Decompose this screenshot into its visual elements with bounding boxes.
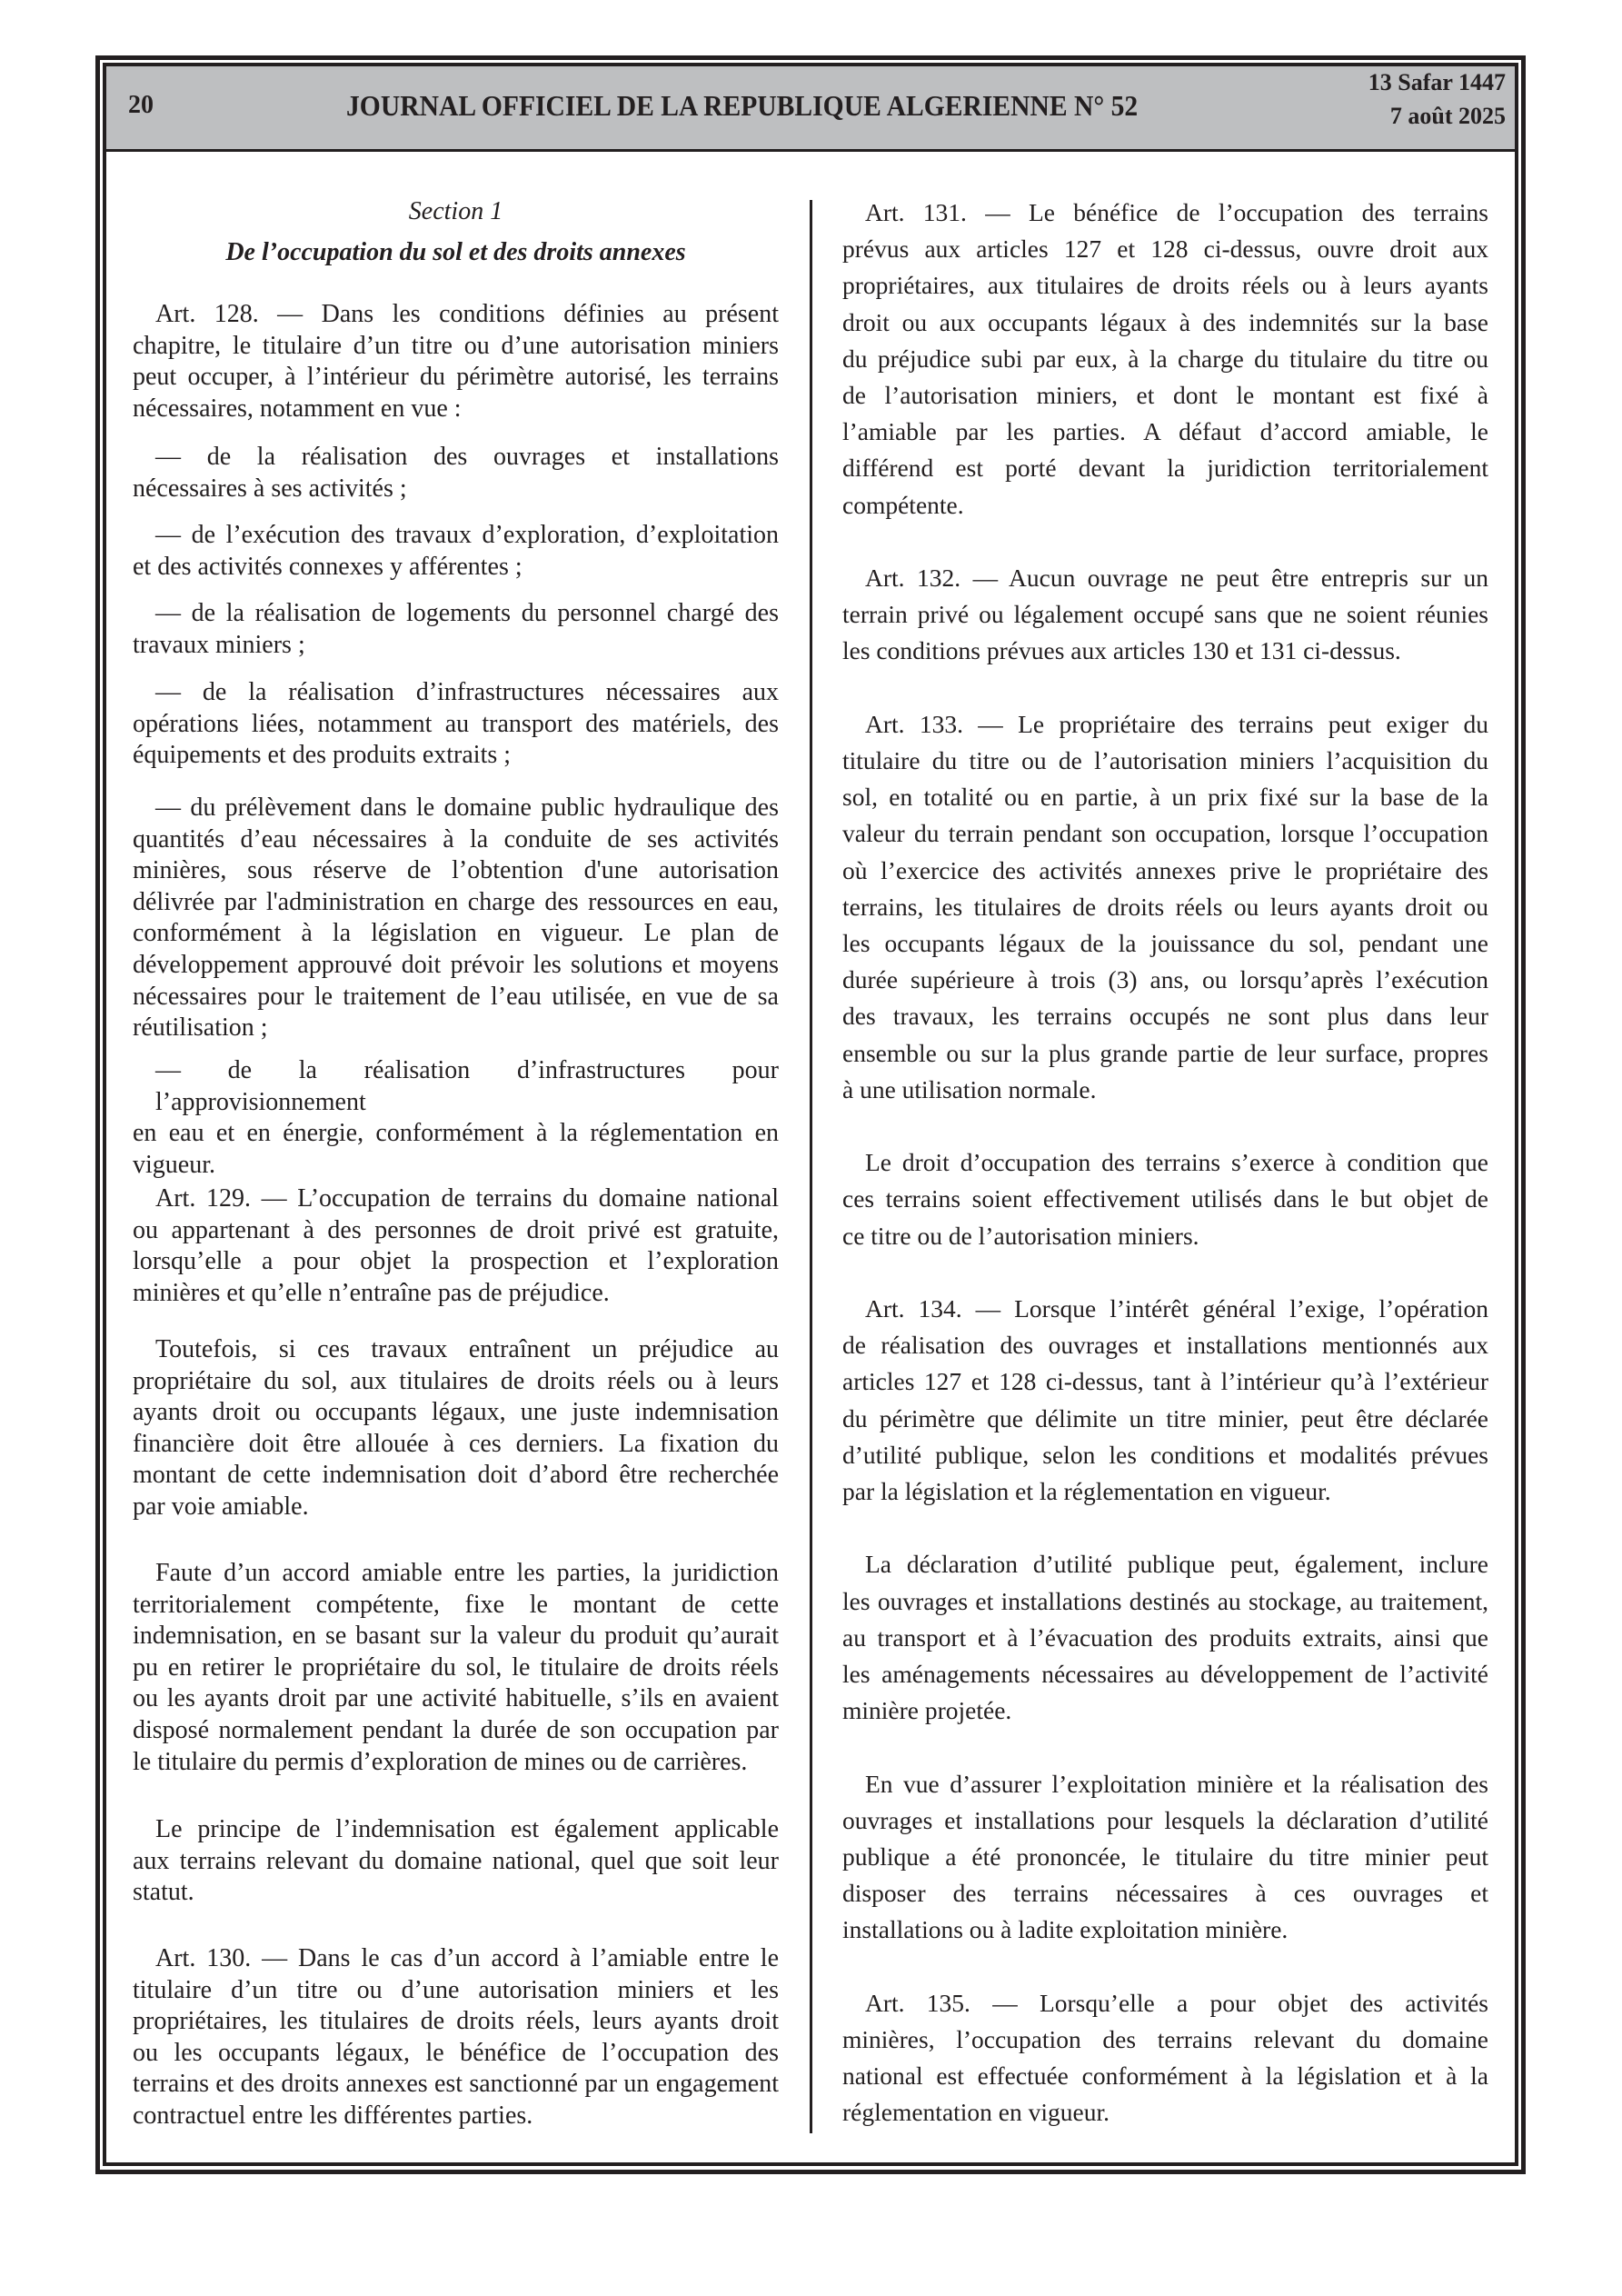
text-line: Le principe de l’indemnisation est également applicable <box>155 1815 779 1843</box>
text-line: différend est porté devant la juridiction territorialement <box>842 454 1488 483</box>
text-line: compétente. <box>842 490 964 519</box>
text-line: minières, l’occupation des terrains relevant du domaine <box>842 2025 1488 2054</box>
text-line: Le droit d’occupation des terrains s’exerce à condition que <box>865 1148 1488 1177</box>
article-131-paragraph <box>842 195 1488 524</box>
article-128-item-housing <box>133 598 779 661</box>
text-line: les conditions prévues aux articles 130 et 131 ci-dessus. <box>842 636 1401 665</box>
text-line: les ouvrages et installations destinés au stockage, au traitement, <box>842 1586 1488 1615</box>
text-line: — de la réalisation de logements du personnel chargé des <box>155 599 779 627</box>
text-line: — du prélèvement dans le domaine public hydraulique des <box>155 794 779 822</box>
text-line: à une utilisation normale. <box>842 1074 1097 1103</box>
text-line: propriétaire du sol, aux titulaires de droits réels ou à leurs <box>133 1366 779 1395</box>
text-line: droit ou aux occupants légaux à des indemnités sur la base <box>842 307 1488 336</box>
text-line: indemnisation, en se basant sur la valeur du produit qu’aurait <box>133 1622 779 1651</box>
text-line: ou les occupants légaux, le bénéfice de l’occupation des <box>133 2038 779 2067</box>
text-line: titulaire d’un titre ou d’une autorisation miniers et les <box>133 1975 779 2004</box>
text-line: — de la réalisation d’infrastructures pour l’approvisionnement <box>155 1056 779 1116</box>
text-line: opérations liées, notamment au transport des matériels, des <box>133 709 779 738</box>
text-line: national est effectuée conformément à la législation et à la <box>842 2061 1488 2091</box>
text-line: Art. 132. — Aucun ouvrage ne peut être entrepris sur un <box>865 564 1488 593</box>
text-line: Art. 129. — L’occupation de terrains du domaine national <box>155 1184 779 1213</box>
text-line: terrains et des droits annexes est sanctionné par un engagement <box>133 2070 779 2099</box>
text-line: propriétaires, les titulaires de droits réels, leurs ayants droit <box>133 2007 779 2036</box>
gregorian-date: 7 août 2025 <box>1389 103 1506 129</box>
text-line: réglementation en vigueur. <box>842 2098 1110 2127</box>
text-line: nécessaires pour le traitement de l’eau utilisée, en vue de sa <box>133 982 779 1011</box>
page-number: 20 <box>128 91 154 119</box>
text-line: minières et qu’elle n’entraîne pas de préjudice. <box>133 1278 610 1307</box>
article-128-item-exploration <box>133 520 779 583</box>
text-line: ayants droit ou occupants légaux, une juste indemnisation <box>133 1398 779 1427</box>
article-135-paragraph <box>842 1985 1488 2131</box>
text-line: Art. 131. — Le bénéfice de l’occupation des terrains <box>865 198 1488 226</box>
text-line: pu en retirer le propriétaire du sol, le titulaire de droits réels <box>133 1652 779 1682</box>
text-line: Art. 133. — Le propriétaire des terrains peut exiger du <box>865 709 1488 738</box>
article-129-court-paragraph <box>133 1558 779 1778</box>
text-line: ce titre ou de l’autorisation miniers. <box>842 1221 1199 1250</box>
text-line: ou appartenant à des personnes de droit privé est gratuite, <box>133 1215 779 1244</box>
article-134-declaration-scope-paragraph <box>842 1546 1488 1729</box>
text-line: délivrée par l'administration en charge des ressources en eau, <box>133 887 779 916</box>
section-label: Section 1 <box>408 197 503 225</box>
text-line: ces terrains soient effectivement utilisés dans le but objet de <box>842 1184 1488 1213</box>
text-line: En vue d’assurer l’exploitation minière et la réalisation des <box>865 1769 1488 1798</box>
text-line: disposer des terrains nécessaires à ces ouvrages et <box>842 1879 1488 1908</box>
text-line: publique a été prononcée, le titulaire du titre minier peut <box>842 1842 1488 1872</box>
text-line: au transport et à l’évacuation des produits extraits, ainsi que <box>842 1622 1488 1652</box>
text-line: chapitre, le titulaire d’un titre ou d’une autorisation miniers <box>133 331 779 360</box>
article-128-item-works <box>133 442 779 504</box>
text-line: aux terrains relevant du domaine national, quel que soit leur <box>133 1846 779 1875</box>
text-line: ensemble ou sur la plus grande partie de leur surface, propres <box>842 1038 1488 1067</box>
article-128-paragraph <box>133 299 779 424</box>
text-line: les aménagements nécessaires au développement de l’activité <box>842 1660 1488 1689</box>
text-line: minières, sous réserve de l’obtention d'une autorisation <box>133 856 779 885</box>
text-line: contractuel entre les différentes parties. <box>133 2101 533 2130</box>
text-line: par la législation et la réglementation en vigueur. <box>842 1477 1331 1506</box>
article-133-paragraph <box>842 706 1488 1108</box>
text-line: équipements et des produits extraits ; <box>133 741 512 770</box>
text-line: La déclaration d’utilité publique peut, également, inclure <box>865 1550 1488 1579</box>
text-line: — de l’exécution des travaux d’exploration, d’exploitation <box>155 521 779 549</box>
text-line: Faute d’un accord amiable entre les parties, la juridiction <box>155 1559 779 1587</box>
hijri-date: 13 Safar 1447 <box>1368 69 1506 95</box>
text-line: développement approuvé doit prévoir les solutions et moyens <box>133 950 779 979</box>
article-133-right-of-occupation-paragraph <box>842 1144 1488 1254</box>
text-line: d’utilité publique, selon les conditions et modalités prévues <box>842 1440 1488 1469</box>
text-line: ouvrages et installations pour lesquels la déclaration d’utilité <box>842 1805 1488 1834</box>
article-130-paragraph <box>133 1943 779 2132</box>
text-line: peut occuper, à l’intérieur du périmètre autorisé, les terrains <box>133 363 779 392</box>
text-line: nécessaires à ses activités ; <box>133 474 407 503</box>
column-divider <box>810 200 812 2133</box>
text-line: financière doit être allouée à ces derniers. La fixation du <box>133 1429 779 1458</box>
text-line: des travaux, les terrains occupés ne sont plus dans leur <box>842 1002 1488 1031</box>
article-132-paragraph <box>842 560 1488 670</box>
text-line: — de la réalisation d’infrastructures nécessaires aux <box>155 678 779 706</box>
article-128-item-water-withdrawal <box>133 793 779 1044</box>
text-line: de l’autorisation miniers, et dont le montant est fixé à <box>842 381 1488 410</box>
text-line: le titulaire du permis d’exploration de mines ou de carrières. <box>133 1747 748 1776</box>
text-line: travaux miniers ; <box>133 630 305 659</box>
section-title: De l’occupation du sol et des droits annexes <box>225 238 686 266</box>
text-line: et des activités connexes y afférentes ; <box>133 552 522 581</box>
article-128-item-water-energy-supply <box>133 1055 779 1181</box>
text-line: territorialement compétente, fixe le montant de cette <box>133 1590 779 1619</box>
text-line: lorsqu’elle a pour objet la prospection et l’exploration <box>133 1247 779 1276</box>
text-line: titulaire du titre ou de l’autorisation miniers l’acquisition du <box>842 746 1488 775</box>
text-line: Art. 130. — Dans le cas d’un accord à l’amiable entre le <box>155 1944 779 1972</box>
text-line: disposé normalement pendant la durée de son occupation par <box>133 1715 779 1744</box>
article-129-paragraph <box>133 1183 779 1309</box>
text-line: terrain privé ou légalement occupé sans que ne soient réunies <box>842 600 1488 629</box>
text-line: vigueur. <box>133 1150 215 1179</box>
text-line: durée supérieure à trois (3) ans, ou lorsqu’après l’exécution <box>842 965 1488 994</box>
text-line: Art. 134. — Lorsque l’intérêt général l’exige, l’opération <box>865 1294 1488 1323</box>
text-line: quantités d’eau nécessaires à la conduite de ses activités <box>133 824 779 854</box>
text-line: en eau et en énergie, conformément à la réglementation en <box>133 1119 779 1148</box>
text-line: montant de cette indemnisation doit d’abord être recherchée <box>133 1461 779 1490</box>
article-129-national-domain-paragraph <box>133 1814 779 1909</box>
text-line: où l’exercice des activités annexes prive le propriétaire des <box>842 855 1488 884</box>
text-line: ou les ayants droit par une activité habituelle, s’ils en avaient <box>133 1684 779 1713</box>
text-line: articles 127 et 128 ci-dessus, tant à l’intérieur qu’à l’extérieur <box>842 1367 1488 1396</box>
text-line: du préjudice subi par eux, à la charge du titulaire du titre ou <box>842 344 1488 373</box>
text-line: propriétaires, aux titulaires de droits réels ou à leurs ayants <box>842 271 1488 300</box>
text-line: minière projetée. <box>842 1696 1012 1725</box>
text-line: statut. <box>133 1878 194 1907</box>
journal-title: JOURNAL OFFICIEL DE LA REPUBLIQUE ALGERIENNE N° 52 <box>346 89 1139 122</box>
text-line: sol, en totalité ou en partie, à un prix fixé sur la base de la <box>842 783 1488 812</box>
text-line: nécessaires, notamment en vue : <box>133 394 462 423</box>
text-line: Art. 128. — Dans les conditions définies au présent <box>155 300 779 328</box>
text-line: l’amiable par les parties. A défaut d’accord amiable, le <box>842 417 1488 446</box>
right-column <box>842 195 1488 2168</box>
text-line: Art. 135. — Lorsqu’elle a pour objet des activités <box>865 1988 1488 2017</box>
text-line: Toutefois, si ces travaux entraînent un préjudice au <box>155 1335 779 1363</box>
text-line: réutilisation ; <box>133 1013 268 1043</box>
text-line: les occupants légaux de la jouissance du sol, pendant une <box>842 929 1488 958</box>
text-line: terrains, les titulaires de droits réels ou leurs ayants droit ou <box>842 892 1488 921</box>
text-line: prévus aux articles 127 et 128 ci-dessus, ouvre droit aux <box>842 235 1488 264</box>
text-line: du périmètre que délimite un titre minier, peut être déclarée <box>842 1403 1488 1433</box>
text-line: de réalisation des ouvrages et installations mentionnés aux <box>842 1331 1488 1360</box>
text-line: valeur du terrain pendant son occupation, lorsque l’occupation <box>842 819 1488 848</box>
article-134-paragraph <box>842 1291 1488 1510</box>
text-line: conformément à la législation en vigueur. Le plan de <box>133 919 779 948</box>
text-line: par voie amiable. <box>133 1492 309 1521</box>
article-128-item-infrastructure <box>133 677 779 772</box>
article-129-damage-paragraph <box>133 1334 779 1523</box>
text-line: — de la réalisation des ouvrages et installations <box>155 443 779 471</box>
article-134-land-disposal-paragraph <box>842 1766 1488 1949</box>
text-line: installations ou à ladite exploitation minière. <box>842 1915 1289 1944</box>
